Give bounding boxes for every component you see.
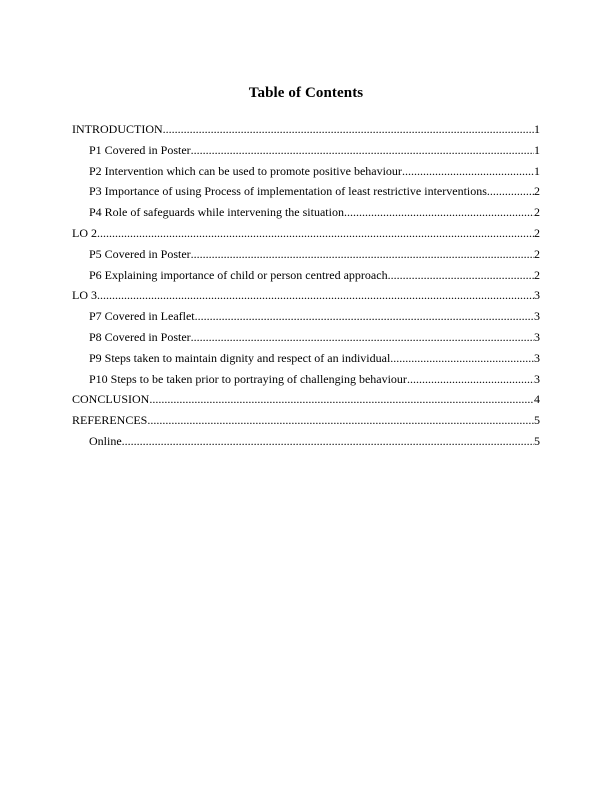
toc-entry-page: 5 [534, 413, 540, 428]
dot-leader [163, 119, 534, 140]
toc-entry [72, 140, 540, 161]
toc-entry-label: P1 Covered in Poster [89, 142, 191, 157]
toc-entry-page: 3 [534, 350, 540, 365]
toc-entry-label: P6 Explaining importance of child or person centred approach [89, 267, 388, 282]
toc-entry-page: 2 [534, 246, 540, 261]
dot-leader [97, 285, 534, 306]
toc-entry [72, 410, 540, 431]
toc-entry-page: 3 [534, 288, 540, 303]
toc-entry-label: P5 Covered in Poster [89, 246, 191, 261]
toc-entry-label: REFERENCES [72, 413, 148, 428]
table-of-contents [72, 119, 540, 452]
dot-leader [191, 327, 534, 348]
dot-leader [195, 306, 534, 327]
toc-entry [72, 265, 540, 286]
dot-leader [191, 140, 534, 161]
toc-entry-label: CONCLUSION [72, 392, 150, 407]
dot-leader [402, 161, 534, 182]
toc-entry-label: P9 Steps taken to maintain dignity and respect of an individual [89, 350, 391, 365]
toc-entry-label: P8 Covered in Poster [89, 329, 191, 344]
dot-leader [407, 369, 534, 390]
toc-entry-page: 1 [534, 122, 540, 136]
toc-entry [72, 161, 540, 182]
dot-leader [97, 223, 534, 244]
dot-leader [191, 244, 534, 265]
toc-entry-page: 3 [534, 371, 540, 386]
toc-entry [72, 431, 540, 452]
toc-entry [72, 119, 540, 140]
toc-entry-page: 1 [534, 163, 540, 178]
dot-leader [149, 389, 534, 410]
toc-entry-page: 3 [534, 329, 540, 344]
toc-entry [72, 285, 540, 306]
toc-entry [72, 244, 540, 265]
page-title: Table of Contents [248, 85, 364, 101]
toc-entry [72, 306, 540, 327]
toc-entry-page: 3 [534, 309, 540, 324]
toc-entry-page: 2 [534, 184, 540, 199]
toc-entry [72, 181, 540, 202]
toc-entry-page: 2 [534, 267, 540, 282]
toc-entry-label: P10 Steps to be taken prior to portraying of challenging behaviour [89, 371, 407, 386]
toc-entry-page: 5 [534, 433, 540, 448]
toc-entry-label: LO 3 [72, 288, 97, 303]
toc-entry-page: 2 [534, 205, 540, 220]
toc-entry-page: 1 [534, 142, 540, 157]
toc-entry [72, 389, 540, 410]
dot-leader [344, 202, 534, 223]
toc-entry [72, 202, 540, 223]
toc-entry [72, 327, 540, 348]
dot-leader [388, 265, 534, 286]
toc-entry-label: Online [89, 433, 122, 448]
dot-leader [147, 410, 534, 431]
toc-entry-label: P4 Role of safeguards while intervening the situation [89, 205, 344, 220]
toc-entry-label: INTRODUCTION [72, 122, 163, 136]
dot-leader [390, 348, 534, 369]
toc-entry [72, 223, 540, 244]
dot-leader [122, 431, 534, 452]
toc-entry [72, 369, 540, 390]
toc-entry-page: 4 [534, 392, 540, 407]
toc-entry-label: LO 2 [72, 225, 97, 240]
toc-entry-label: P7 Covered in Leaflet [89, 309, 195, 324]
toc-entry-label: P2 Intervention which can be used to promote positive behaviour [89, 163, 402, 178]
toc-entry-label: P3 Importance of using Process of implementation of least restrictive interventions [89, 184, 487, 199]
dot-leader [487, 181, 534, 202]
toc-entry [72, 348, 540, 369]
toc-entry-page: 2 [534, 225, 540, 240]
